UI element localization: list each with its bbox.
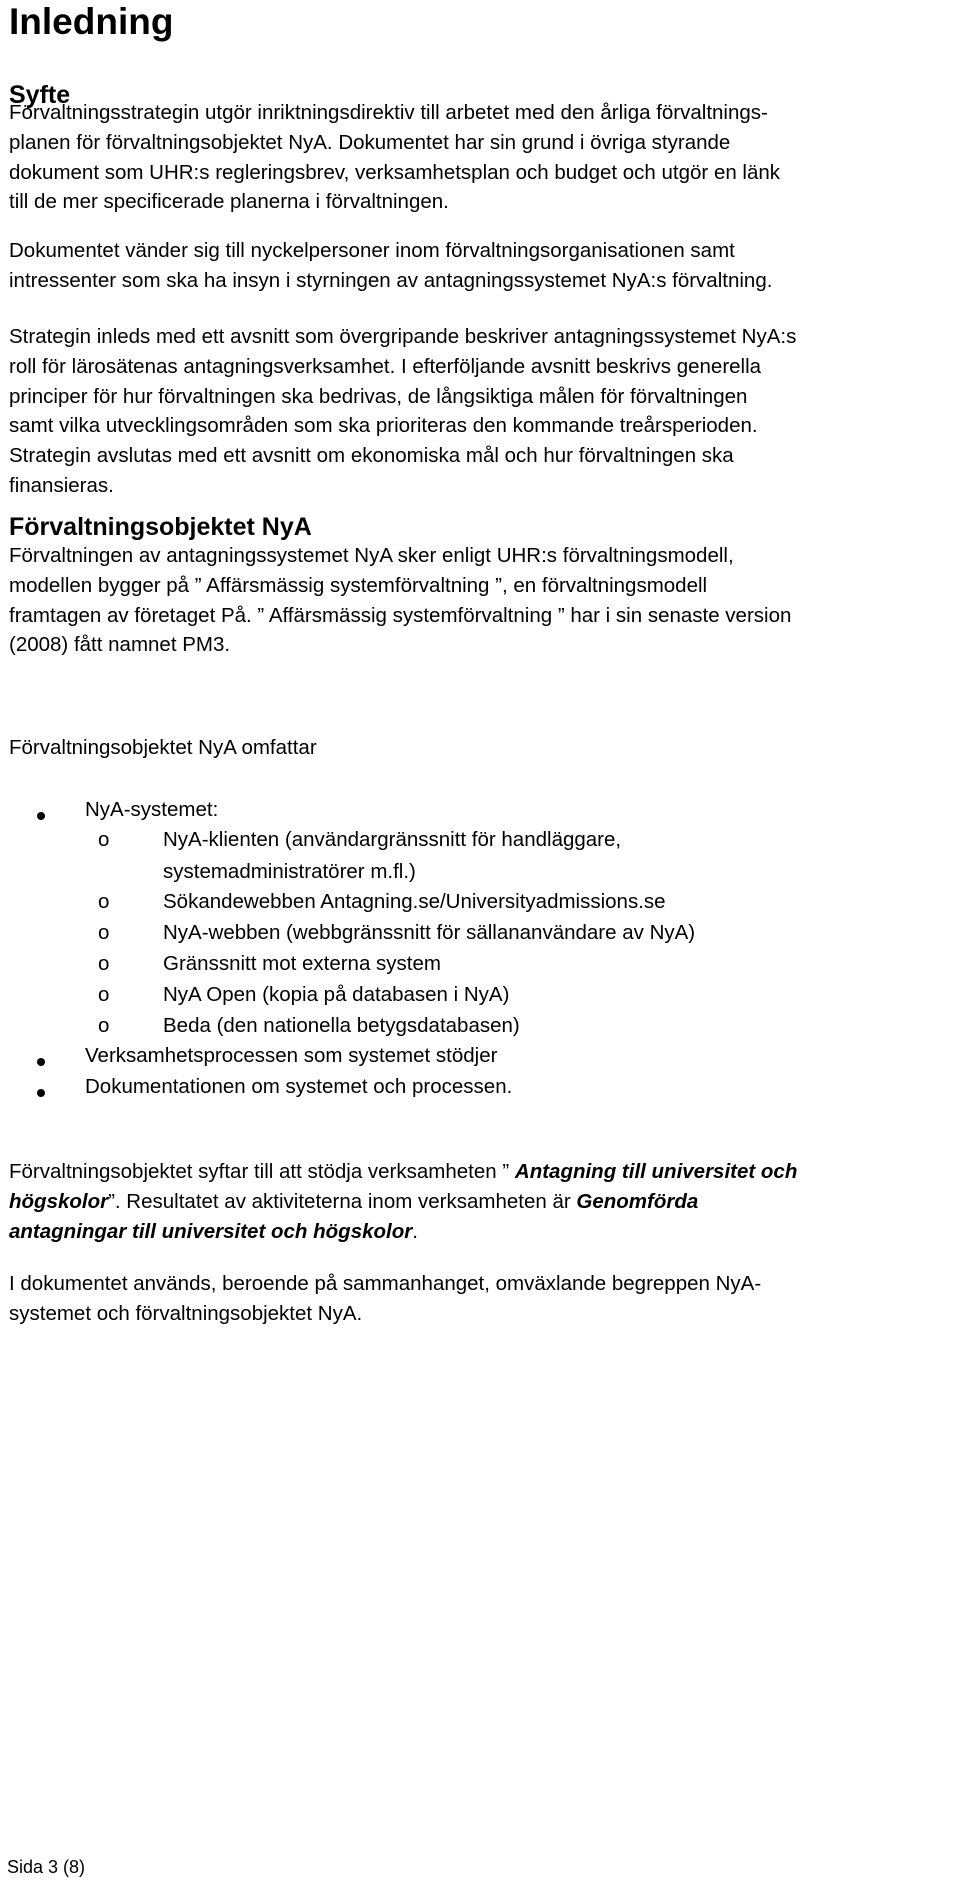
sublist-item: Beda (den nationella betygsdatabasen) bbox=[163, 1014, 520, 1037]
text-line bbox=[9, 1157, 949, 1187]
syftar-paragraph bbox=[9, 1157, 949, 1246]
list-item-label: Dokumentationen om systemet och processen. bbox=[85, 1075, 513, 1098]
sublist-item: NyA-webben (webbgränssnitt för sällananvändare av NyA) bbox=[163, 921, 696, 944]
text-line: Strategin avslutas med ett avsnitt om ekonomiska mål och hur förvaltningen ska bbox=[9, 444, 734, 468]
text-line bbox=[9, 1217, 949, 1247]
text-line: Förvaltningsstrategin utgör inriktningsdirektiv till arbetet med den årliga förvaltnings- bbox=[9, 101, 768, 124]
objekt-paragraph bbox=[9, 541, 949, 660]
sublist-item: Sökandewebben Antagning.se/Universityadmissions.se bbox=[163, 890, 666, 913]
emphasis-text: högskolor bbox=[9, 1189, 109, 1213]
sublist-item: Gränssnitt mot externa system bbox=[163, 952, 441, 975]
text-line: I dokumentet används, beroende på sammanhanget, omväxlande begreppen NyA- bbox=[9, 1272, 762, 1295]
text-line: till de mer specificerade planerna i förvaltningen. bbox=[9, 190, 449, 214]
text-line: principer för hur förvaltningen ska bedrivas, de långsiktiga målen för förvaltningen bbox=[9, 384, 748, 408]
text-line: Förvaltningen av antagningssystemet NyA sker enligt UHR:s förvaltningsmodell, bbox=[9, 544, 734, 567]
sublist-item: NyA-klienten (användargränssnitt för handläggare, bbox=[163, 828, 622, 851]
sublist-item-continuation: systemadministratörer m.fl.) bbox=[163, 860, 416, 883]
text-run: . bbox=[412, 1219, 418, 1243]
list-item-label: Verksamhetsprocessen som systemet stödjer bbox=[85, 1044, 498, 1067]
circle-bullet-icon: o bbox=[98, 890, 110, 913]
section-heading-forvaltningsobjektet: Förvaltningsobjektet NyA bbox=[9, 513, 312, 541]
bullet-icon bbox=[37, 1089, 45, 1097]
circle-bullet-icon: o bbox=[98, 983, 110, 1006]
text-line: systemet och förvaltningsobjektet NyA. bbox=[9, 1301, 363, 1325]
syfte-paragraph-3 bbox=[9, 322, 949, 501]
text-line: Förvaltningsobjektet NyA omfattar bbox=[9, 736, 317, 759]
circle-bullet-icon: o bbox=[98, 952, 110, 975]
text-line: finansieras. bbox=[9, 473, 114, 497]
anvands-paragraph bbox=[9, 1269, 949, 1329]
emphasis-text: antagningar till universitet och högskolor bbox=[9, 1219, 413, 1243]
text-line: Strategin inleds med ett avsnitt som övergripande beskriver antagningssystemet NyA:s bbox=[9, 325, 797, 348]
text-run: ”. Resultatet av aktiviteterna inom verksamheten är bbox=[108, 1189, 577, 1213]
text-line: roll för lärosätenas antagningsverksamhet. I efterföljande avsnitt beskrivs generella bbox=[9, 354, 762, 378]
text-line: framtagen av företaget På. ” Affärsmässig systemförvaltning ” har i sin senaste version bbox=[9, 603, 792, 627]
text-line: planen för förvaltningsobjektet NyA. Dokumentet har sin grund i övriga styrande bbox=[9, 130, 731, 154]
page-title: Inledning bbox=[9, 1, 174, 42]
text-line: (2008) fått namnet PM3. bbox=[9, 633, 231, 657]
circle-bullet-icon: o bbox=[98, 1014, 110, 1037]
text-line: Dokumentet vänder sig till nyckelpersoner inom förvaltningsorganisationen samt bbox=[9, 239, 735, 262]
circle-bullet-icon: o bbox=[98, 921, 110, 944]
emphasis-text: Antagning till universitet och bbox=[514, 1160, 798, 1183]
text-line: intressenter som ska ha insyn i styrningen av antagningssystemet NyA:s förvaltning. bbox=[9, 268, 773, 292]
circle-bullet-icon: o bbox=[98, 828, 110, 851]
text-line: modellen bygger på ” Affärsmässig systemförvaltning ”, en förvaltningsmodell bbox=[9, 573, 708, 597]
text-run: Förvaltningsobjektet syftar till att stödja verksamheten ” bbox=[9, 1160, 515, 1183]
section-heading-syfte: Syfte bbox=[9, 81, 71, 109]
page-number-footer: Sida 3 (8) bbox=[7, 1857, 86, 1877]
sublist-item: NyA Open (kopia på databasen i NyA) bbox=[163, 983, 510, 1006]
emphasis-text: Genomförda bbox=[576, 1189, 699, 1213]
text-line: samt vilka utvecklingsområden som ska prioriteras den kommande treårsperioden. bbox=[9, 414, 758, 438]
bullet-icon bbox=[37, 812, 45, 820]
bullet-icon bbox=[37, 1058, 45, 1066]
list-item-label: NyA-systemet: bbox=[85, 798, 219, 821]
text-line: dokument som UHR:s regleringsbrev, verksamhetsplan och budget och utgör en länk bbox=[9, 160, 781, 184]
syfte-paragraph-2 bbox=[9, 236, 949, 296]
text-line bbox=[9, 1187, 949, 1217]
syfte-paragraph-1 bbox=[9, 98, 949, 217]
omfattar-intro bbox=[9, 733, 949, 763]
